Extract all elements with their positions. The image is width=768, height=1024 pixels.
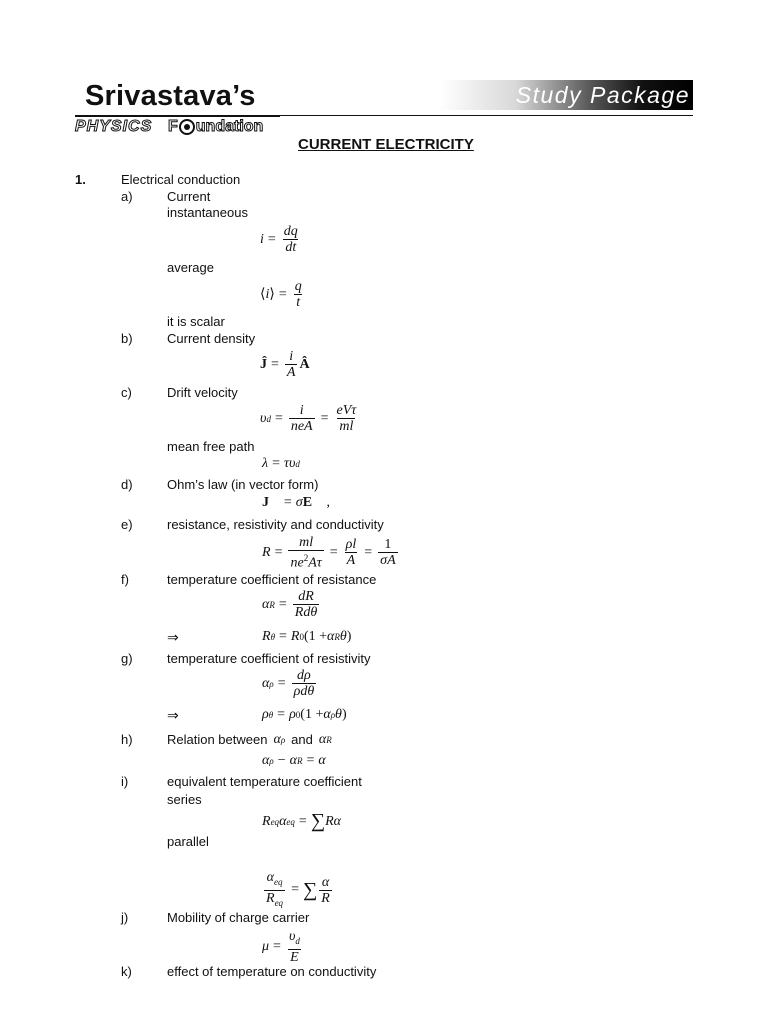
section-number: 1. — [75, 172, 86, 187]
brand-subtitle-foundation — [168, 118, 263, 136]
item-sublabel: parallel — [167, 834, 209, 849]
item-letter: k) — [121, 964, 132, 979]
brand-title: Srivastava’s — [85, 80, 256, 112]
symbol-alpha-r: α R — [318, 732, 332, 747]
item-letter: j) — [121, 910, 129, 925]
formula-mobility: μ = $\frac{\upsilon_d}{E}$ — [262, 929, 300, 965]
item-label: temperature coefficient of resistance — [167, 572, 377, 587]
brand-subtitle-physics: PHYSICS — [75, 118, 153, 135]
item-label: effect of temperature on conductivity — [167, 964, 377, 979]
item-letter: c) — [121, 385, 132, 400]
brand-subtitle-f: F — [168, 118, 178, 135]
item-label: Mobility of charge carrier — [167, 910, 310, 925]
item-label-and: and — [291, 732, 313, 747]
item-sublabel: series — [167, 792, 202, 807]
target-o-icon — [179, 119, 195, 135]
formula-series-equivalent: R eq α eq = ∑ Rα — [262, 810, 341, 832]
symbol-alpha-rho: α ρ — [273, 732, 286, 747]
study-package-label: Study Package — [515, 82, 690, 108]
formula-alpha-relation: α ρ − α R = α — [262, 753, 326, 768]
item-sublabel: instantaneous — [167, 205, 248, 220]
section-heading: Electrical conduction — [121, 172, 241, 187]
item-label: Ohm’s law (in vector form) — [167, 477, 319, 492]
item-letter: i) — [121, 774, 129, 789]
formula-alpha-r: α R = $\frac{dR}{\text{Rdθ}}$ — [262, 589, 318, 620]
item-letter: f) — [121, 572, 129, 587]
item-letter: g) — [121, 651, 133, 666]
formula-r-theta: R θ = R 0 (1 + α R θ ) — [262, 629, 352, 644]
formula-parallel-equivalent: $\frac{\alpha_{eq}}{R_{eq}}$ = ∑ $\frac{\alpha}{R}$ — [262, 870, 334, 911]
brand-subtitle-rest: undation — [195, 118, 264, 135]
item-letter: a) — [121, 189, 133, 204]
item-letter: h) — [121, 732, 133, 747]
implies-symbol: ⇒ — [167, 709, 179, 724]
item-label: equivalent temperature coefficient — [167, 774, 362, 789]
formula-drift-velocity: υ d = $\frac{i}{\text{neA}}$ = $\frac{\text{eVτ}}{ml}$ — [260, 403, 357, 434]
item-label: Drift velocity — [167, 385, 238, 400]
item-note: it is scalar — [167, 314, 225, 329]
formula-alpha-rho: α ρ = $\frac{d\rho}{\text{ρdθ}}$ — [262, 668, 315, 699]
formula-current-density: Ĵ = $\frac{i}{A}$ Â — [260, 349, 310, 380]
implies-symbol: ⇒ — [167, 631, 179, 646]
item-label: Relation between — [167, 732, 268, 747]
item-label: Current — [167, 189, 211, 204]
formula-instantaneous-current: i = $\frac{dq}{dt}$ — [260, 224, 298, 255]
item-sublabel: mean free path — [167, 439, 255, 454]
item-label-row — [167, 732, 332, 748]
item-label: Current density — [167, 331, 256, 346]
page-title: CURRENT ELECTRICITY — [298, 136, 474, 153]
formula-resistance: R = $\frac{ml}{ne^2A\tau}$ = $\frac{\rho l}{A}$ = $\frac{1}{\sigma A}$ — [262, 535, 396, 571]
item-sublabel: average — [167, 260, 214, 275]
header-rule — [280, 115, 693, 116]
formula-average-current: ⟨ i ⟩ = $\frac{q}{t}$ — [260, 279, 302, 310]
item-letter: b) — [121, 331, 133, 346]
formula-ohms-law: J⃗ = σ E⃗ , — [262, 495, 330, 510]
item-label: resistance, resistivity and conductivity — [167, 517, 384, 532]
formula-rho-theta: ρ θ = ρ 0 (1 + α ρ θ ) — [262, 707, 347, 722]
item-letter: d) — [121, 477, 133, 492]
brand-divider — [75, 115, 280, 117]
formula-mean-free-path: λ = τυ d — [262, 456, 300, 471]
item-letter: e) — [121, 517, 133, 532]
item-label: temperature coefficient of resistivity — [167, 651, 371, 666]
